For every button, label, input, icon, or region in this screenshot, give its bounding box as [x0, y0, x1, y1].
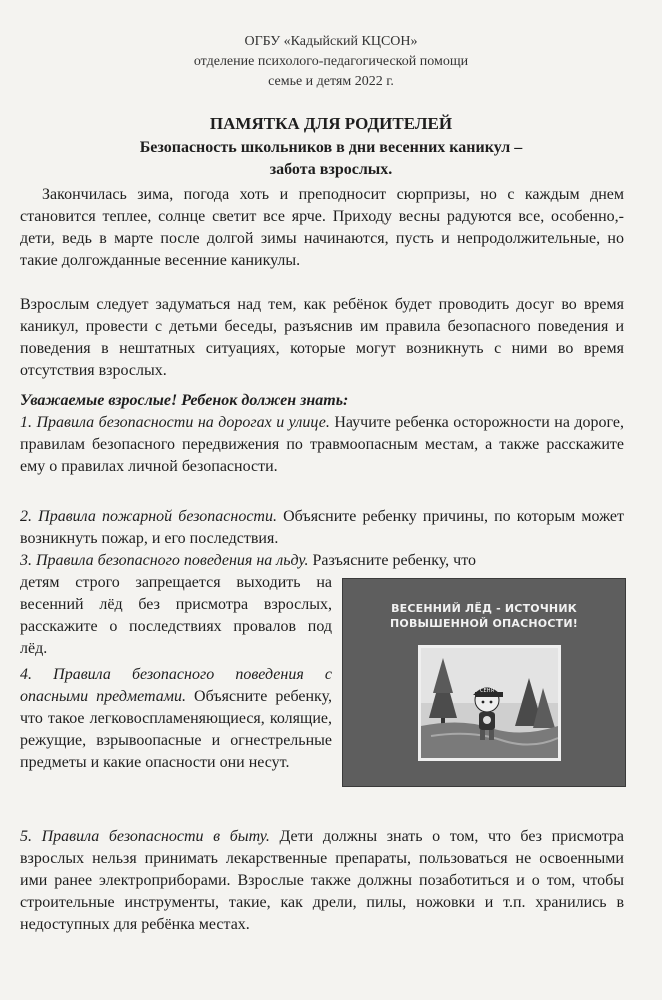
rule-4-title: 4. Правила безопасного поведения с опасными предметами. — [20, 666, 332, 705]
rule-3-continued: детям строго запрещается выходить на весенний лёд без присмотра взрослых, расскажите о последствиях провалов под лёд. — [20, 574, 332, 657]
rule-4-text: Объясните ребенку, что такое легковоспламеняющиеся, колящие, режущие, взрывоопасные и огнестрельные предметы и какие опасности они несут. — [20, 688, 332, 771]
spring-ice-illustration — [342, 578, 626, 787]
rule-1-text: Научите ребенка осторожности на дороге, правилам безопасного передвижения по травмоопасным местам, а также расскажите ему о правилах личной безопасности. — [20, 414, 625, 475]
subtitle-line2: забота взрослых. — [269, 161, 393, 178]
rule-5-text: Дети должны знать о том, что без присмотра взрослых нельзя принимать лекарственные препараты, пользоваться не освоенными ими ранее электроприборами. Взрослые также должны позаботиться и о том, чтобы строительные инструменты, такие, как дрели, пилы, ножовки и т.п. хранились в недоступных для ребёнка местах. — [20, 828, 624, 933]
rule-2 — [20, 506, 624, 550]
page-title: ПАМЯТКА ДЛЯ РОДИТЕЛЕЙ — [209, 114, 453, 133]
header-department: отделение психолого-педагогической помощи — [193, 54, 469, 69]
rule-4 — [20, 664, 332, 774]
header-org: ОГБУ «Кадыйский КЦСОН» — [244, 34, 418, 49]
rule-3 — [20, 550, 624, 572]
illustration-caption: ВЕСЕННИЙ ЛЁД - ИСТОЧНИК ПОВЫШЕННОЙ ОПАСНОСТИ! — [390, 602, 578, 630]
svg-text:СЕНЯ: СЕНЯ — [480, 688, 494, 694]
illustration-scene — [418, 645, 561, 761]
rule-1 — [20, 412, 624, 478]
rule-2-title: 2. Правила пожарной безопасности. — [20, 508, 277, 525]
adults-paragraph: Взрослым следует задуматься над тем, как ребёнок будет проводить досуг во время каникул, провести с детьми беседы, разъяснив им правила безопасного поведения и поведения в нештатных ситуациях, которые могут возникнуть с ними во время отсутствия взрослых. — [20, 296, 624, 379]
rule-2-text: Объясните ребенку причины, по которым может возникнуть пожар, и его последствия. — [20, 508, 625, 547]
header-year: семье и детям 2022 г. — [268, 74, 394, 89]
intro-paragraph: Закончилась зима, погода хоть и преподносит сюрпризы, но с каждым днем становится теплее, солнце светит все ярче. Приходу весны радуются все, особенно,- дети, ведь в марте после долгой зимы начинаются, пусть и непродолжительные, но такие долгожданные весенние каникулы. — [20, 186, 624, 269]
rule-3-title: 3. Правила безопасного поведения на льду. — [20, 552, 309, 569]
rule-5-title: 5. Правила безопасности в быту. — [20, 828, 270, 845]
appeal-heading: Уважаемые взрослые! Ребенок должен знать: — [20, 392, 349, 409]
rule-1-title: 1. Правила безопасности на дорогах и улице. — [20, 414, 330, 431]
rule-3-text: Разъясните ребенку, что — [308, 552, 476, 569]
rule-5 — [20, 826, 624, 936]
subtitle-line1: Безопасность школьников в дни весенних каникул – — [139, 139, 523, 156]
winter-scene-icon — [421, 648, 558, 758]
